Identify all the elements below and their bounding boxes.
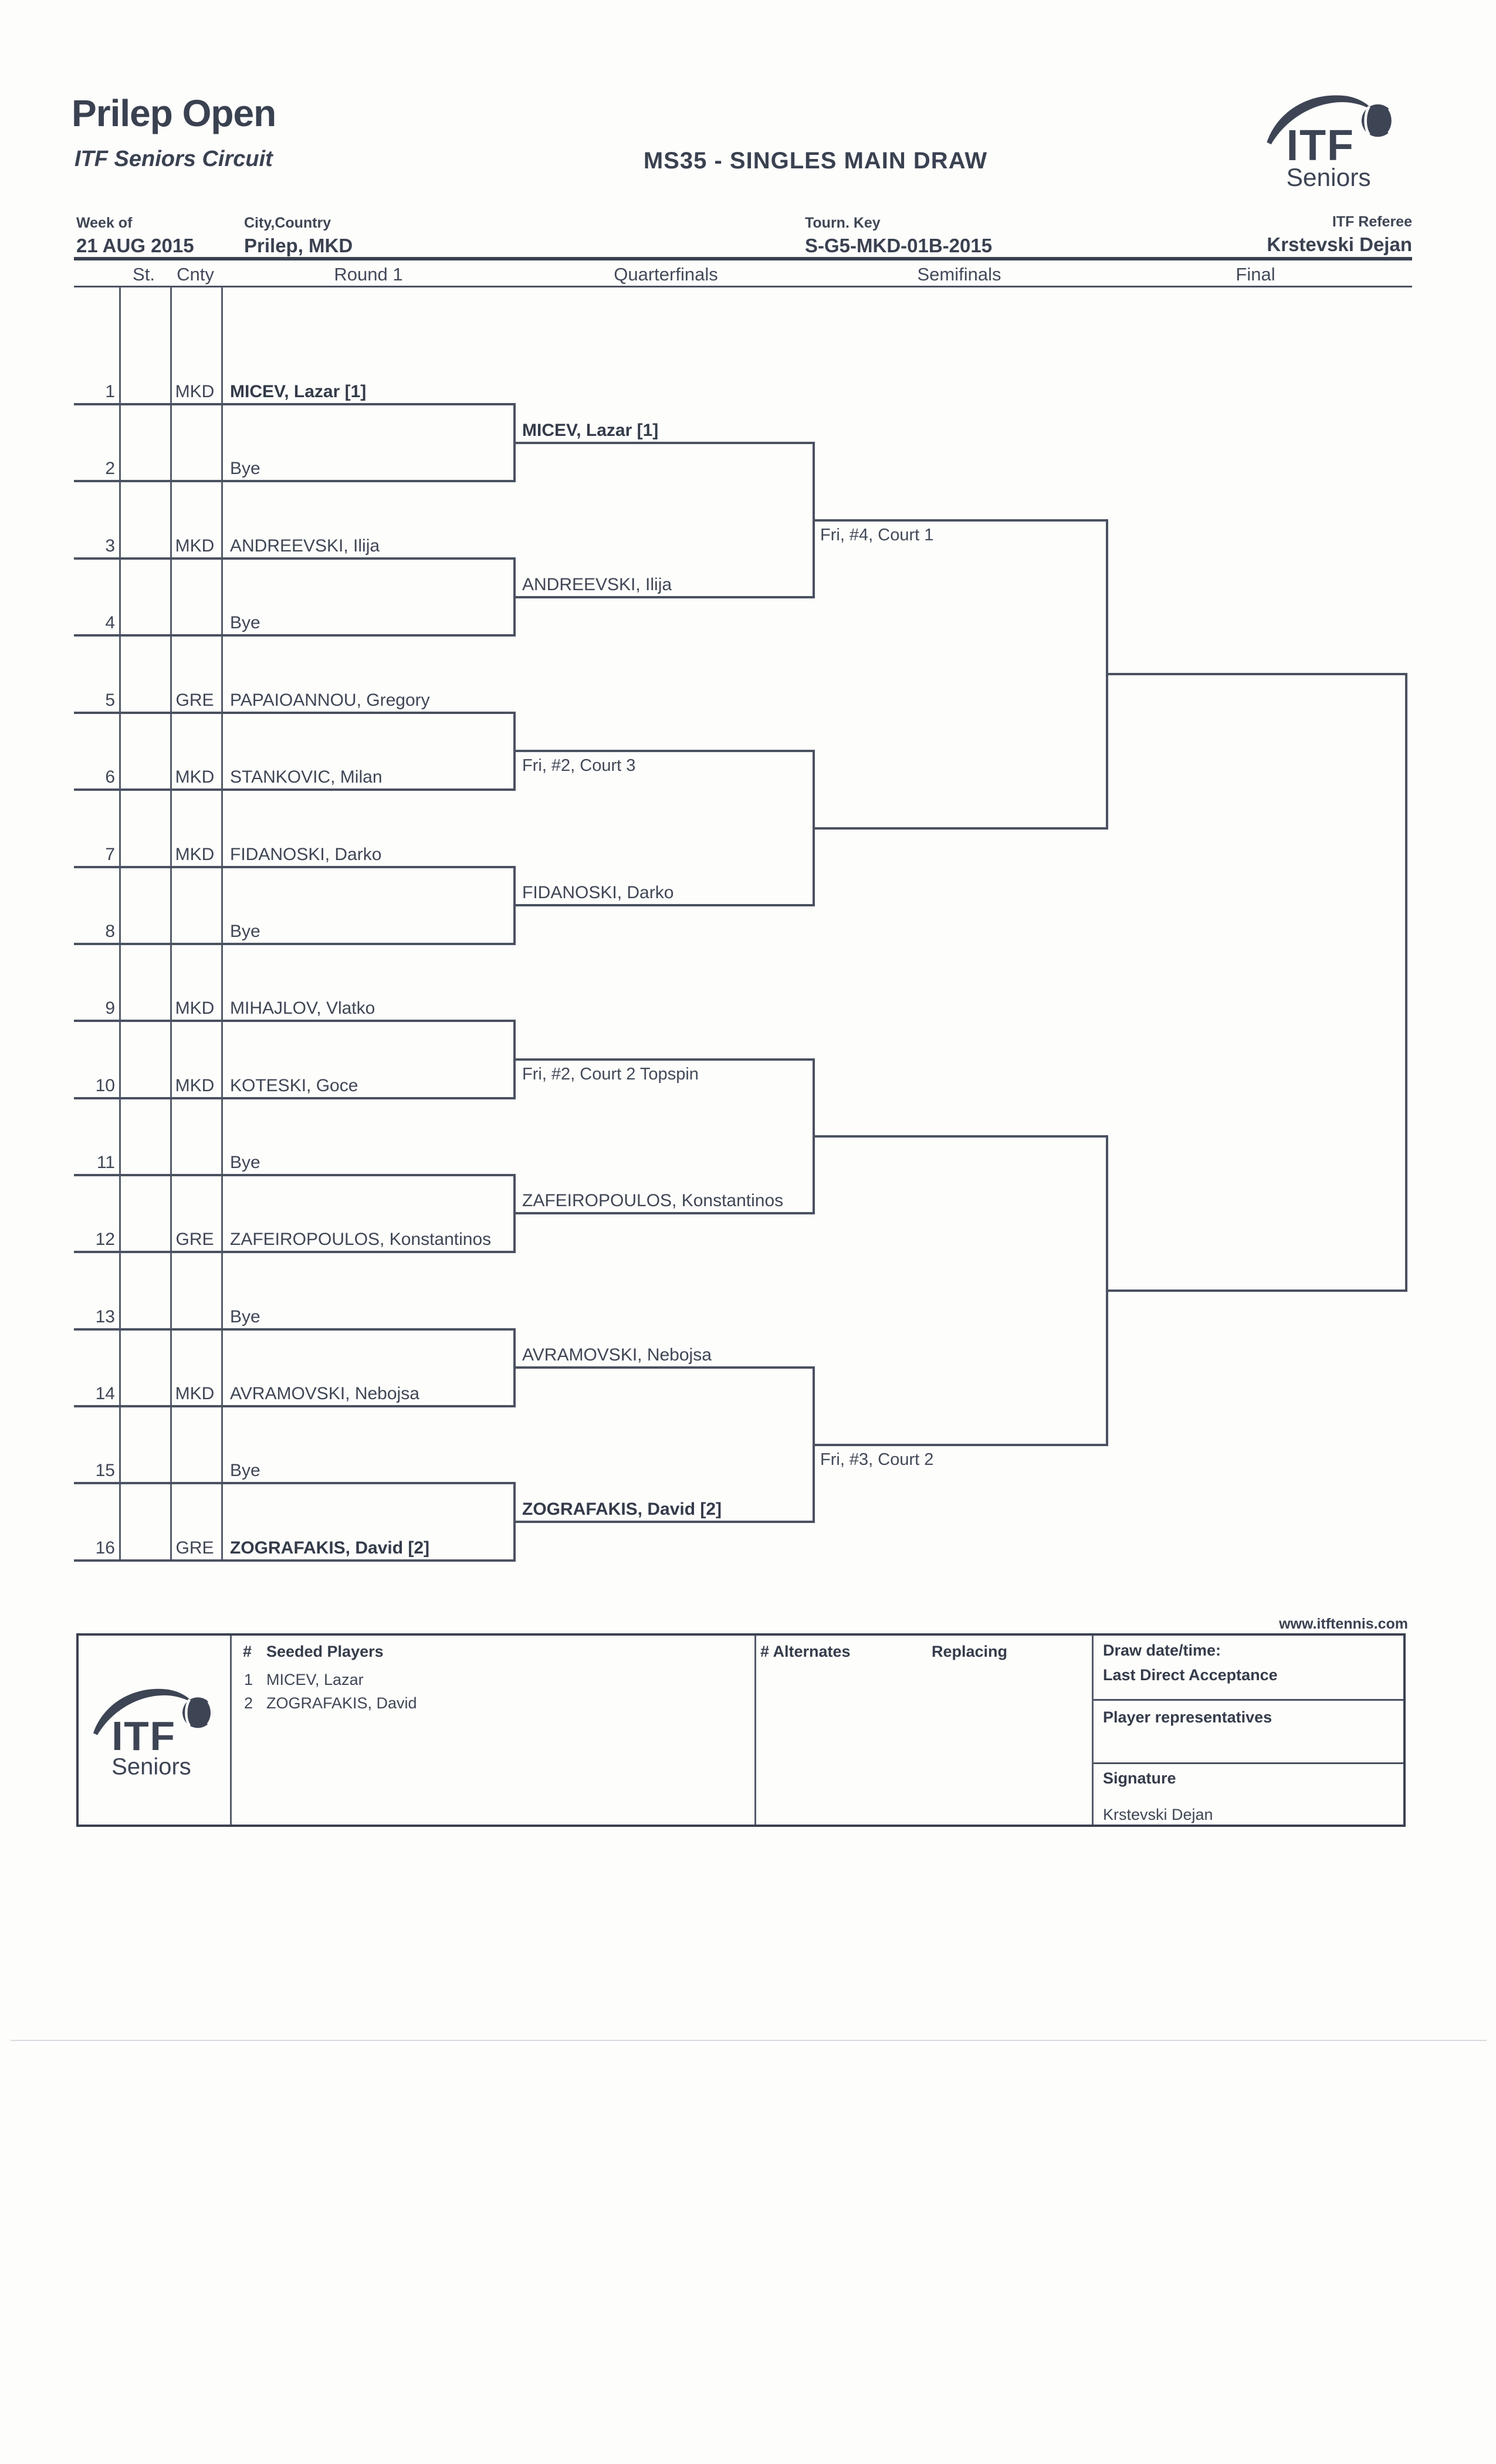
seed-number: 11 (96, 1153, 115, 1172)
alternates-label: # Alternates (760, 1643, 851, 1660)
table-vline-3 (221, 287, 223, 1562)
website-link: www.itftennis.com (1279, 1616, 1408, 1632)
country-code: MKD (175, 536, 215, 556)
seed-number: 8 (105, 922, 115, 941)
player-name: STANKOVIC, Milan (230, 767, 383, 787)
seed-number: 13 (95, 1307, 115, 1326)
seed-number: 10 (95, 1076, 115, 1095)
week-of-value: 21 AUG 2015 (76, 235, 194, 256)
seed-number: 12 (95, 1230, 115, 1249)
qf-player-name: ZOGRAFAKIS, David [2] (522, 1500, 722, 1519)
country-code: GRE (175, 1538, 214, 1558)
country-code: GRE (175, 691, 214, 710)
seeded-hash: # (243, 1643, 252, 1660)
qf-slot-line (513, 442, 815, 444)
row-line (74, 1097, 515, 1099)
seed-number: 9 (105, 999, 115, 1018)
qf-slot-line (513, 1521, 815, 1523)
table-vline-2 (170, 287, 172, 1562)
table-vline-1 (119, 287, 121, 1562)
match-schedule: Fri, #4, Court 1 (820, 526, 934, 544)
bracket-connector-final (1405, 673, 1407, 1292)
seed-number: 14 (95, 1384, 115, 1403)
seed-number: 4 (105, 613, 115, 632)
footer-hdivider-1 (1094, 1699, 1403, 1701)
qf-slot-line (513, 1366, 815, 1369)
player-name: Bye (230, 613, 260, 632)
row-line (74, 634, 515, 637)
seed-number: 7 (105, 845, 115, 864)
seed-number: 16 (95, 1538, 115, 1558)
itf-seniors-logo (1263, 86, 1403, 191)
last-direct-acceptance-label: Last Direct Acceptance (1103, 1666, 1278, 1684)
col-header-semifinals: Semifinals (917, 264, 1001, 285)
player-representatives-label: Player representatives (1103, 1708, 1272, 1726)
logo-itf-text: ITF (111, 1712, 176, 1759)
logo-seniors-text: Seniors (1286, 164, 1371, 191)
itf-seniors-logo-footer (89, 1676, 222, 1783)
signature-label: Signature (1103, 1769, 1176, 1787)
country-code: MKD (175, 1076, 215, 1095)
qf-slot-line (513, 1058, 815, 1061)
row-line (74, 1174, 515, 1176)
qf-player-name: ZAFEIROPOULOS, Konstantinos (522, 1191, 784, 1210)
col-header-final: Final (1236, 264, 1275, 285)
qf-player-name: AVRAMOVSKI, Nebojsa (522, 1345, 712, 1365)
col-header-quarterfinals: Quarterfinals (614, 264, 718, 285)
logo-itf-text: ITF (1286, 120, 1355, 170)
sf-slot-line (813, 1135, 1108, 1138)
qf-player-name: MICEV, Lazar [1] (522, 421, 659, 440)
seed-number: 3 (105, 536, 115, 556)
player-name: Bye (230, 922, 260, 941)
row-line (74, 1328, 515, 1331)
sf-slot-line (813, 827, 1108, 830)
tourn-key-value: S-G5-MKD-01B-2015 (805, 235, 993, 256)
city-country-label: City,Country (244, 215, 331, 231)
qf-slot-line (513, 1212, 815, 1214)
row-line (74, 403, 515, 405)
tournament-name: Prilep Open (72, 92, 276, 134)
row-line (74, 1482, 515, 1484)
player-name: ZOGRAFAKIS, David [2] (230, 1538, 430, 1558)
row-line (74, 788, 515, 791)
qf-slot-line (513, 750, 815, 752)
match-schedule: Fri, #3, Court 2 (820, 1450, 934, 1469)
seeded-name: MICEV, Lazar (266, 1671, 364, 1688)
seed-number: 1 (105, 382, 115, 401)
seed-number: 6 (105, 767, 115, 787)
player-name: ANDREEVSKI, Ilija (230, 536, 380, 556)
logo-seniors-text: Seniors (111, 1754, 191, 1780)
draw-datetime-label: Draw date/time: (1103, 1641, 1221, 1659)
sf-slot-line (813, 519, 1108, 522)
row-line (74, 480, 515, 482)
match-schedule: Fri, #2, Court 2 Topspin (522, 1065, 699, 1084)
footer-divider-1 (230, 1636, 232, 1825)
seed-number: 15 (95, 1461, 115, 1480)
seeded-name: ZOGRAFAKIS, David (266, 1694, 417, 1712)
country-code: MKD (175, 382, 215, 401)
row-line (74, 1251, 515, 1253)
draw-title: MS35 - SINGLES MAIN DRAW (643, 148, 988, 174)
row-line (74, 557, 515, 560)
col-header-st: St. (133, 264, 155, 285)
seed-number: 5 (105, 691, 115, 710)
seed-number: 2 (105, 459, 115, 478)
row-line (74, 1405, 515, 1407)
player-name: MIHAJLOV, Vlatko (230, 999, 375, 1018)
final-slot-line (1106, 673, 1407, 675)
sf-slot-line (813, 1444, 1108, 1446)
row-line (74, 943, 515, 945)
player-name: Bye (230, 1461, 260, 1480)
player-name: KOTESKI, Goce (230, 1076, 358, 1095)
player-name: PAPAIOANNOU, Gregory (230, 691, 430, 710)
country-code: MKD (175, 1384, 215, 1403)
country-code: MKD (175, 999, 215, 1018)
footer-box (76, 1633, 1406, 1827)
col-header-cnty: Cnty (177, 264, 214, 285)
row-line (74, 1559, 515, 1562)
player-name: AVRAMOVSKI, Nebojsa (230, 1384, 419, 1403)
header-rule-bottom (74, 286, 1412, 287)
row-line (74, 866, 515, 868)
player-name: Bye (230, 1153, 260, 1172)
country-code: MKD (175, 845, 215, 864)
country-code: MKD (175, 767, 215, 787)
footer-hdivider-2 (1094, 1762, 1403, 1764)
header-rule-top (74, 257, 1412, 260)
qf-player-name: FIDANOSKI, Darko (522, 883, 674, 902)
week-of-label: Week of (76, 215, 133, 231)
city-country-value: Prilep, MKD (244, 235, 353, 256)
footer-divider-2 (754, 1636, 756, 1825)
final-slot-line (1106, 1289, 1407, 1292)
qf-slot-line (513, 596, 815, 598)
player-name: FIDANOSKI, Darko (230, 845, 382, 864)
circuit-name: ITF Seniors Circuit (75, 147, 273, 171)
player-name: MICEV, Lazar [1] (230, 382, 367, 401)
seeded-players-label: Seeded Players (266, 1643, 384, 1660)
player-name: Bye (230, 1307, 260, 1326)
seeded-num: 2 (244, 1694, 253, 1712)
seeded-num: 1 (244, 1671, 253, 1688)
row-line (74, 1020, 515, 1022)
replacing-label: Replacing (932, 1643, 1008, 1660)
qf-slot-line (513, 904, 815, 906)
row-line (74, 712, 515, 714)
qf-player-name: ANDREEVSKI, Ilija (522, 575, 672, 594)
col-header-round1: Round 1 (334, 264, 403, 285)
referee-label: ITF Referee (1332, 214, 1412, 230)
scan-artifact-line (11, 2040, 1487, 2041)
footer-divider-3 (1092, 1636, 1094, 1825)
referee-value: Krstevski Dejan (1267, 233, 1412, 255)
match-schedule: Fri, #2, Court 3 (522, 756, 636, 775)
country-code: GRE (175, 1230, 214, 1249)
tourn-key-label: Tourn. Key (805, 215, 881, 231)
signature-name: Krstevski Dejan (1103, 1806, 1213, 1823)
player-name: ZAFEIROPOULOS, Konstantinos (230, 1230, 492, 1249)
player-name: Bye (230, 459, 260, 478)
